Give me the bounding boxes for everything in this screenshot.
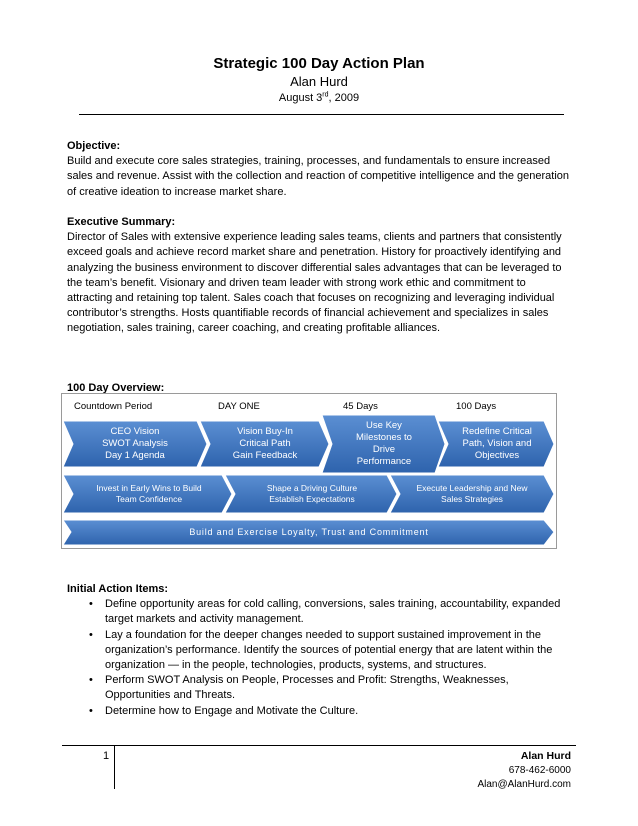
footer-email[interactable]: Alan@AlanHurd.com: [477, 779, 571, 790]
chevron-row1-4-text: [448, 421, 546, 467]
action-items-list: [67, 597, 571, 719]
overview-section: [67, 381, 571, 393]
objective-section: [67, 139, 571, 200]
chevron-row2-2-label: Shape a Driving Culture Establish Expectations: [266, 483, 358, 504]
objective-heading: Objective:: [67, 140, 121, 152]
executive-summary-body: Director of Sales with extensive experience leading sales teams, clients and partners that consistently exceed goals and achieve record market share and penetration. History for proactively identifying and analyzing the business environment to discover differential sales advantages that can be leveraged to the team’s benefit. Visionary and driven team leader with strong work ethic and commitment to attracting and retaining top talent. Sales coach that focuses on recognizing and leveraging individual contributor’s strengths. Hosts quantifiable records of financial achievement and specializes in sales negotiation, sales training, career coaching, and creating profitable alliances.: [67, 231, 562, 335]
date-prefix: August 3: [278, 92, 323, 104]
chevron-row1-4-label: Redefine Critical Path, Vision and Objectives: [462, 426, 532, 461]
bullet-icon: •: [89, 598, 93, 611]
objective-body: Build and execute core sales strategies, training, processes, and fundamentals to ensure increased sales and revenue. Assist with the collection and reaction of competitive intelligence and the generation of creative ideation to increase market share.: [67, 155, 570, 198]
chevron-row1-2-label: Vision Buy-In Critical Path Gain Feedback: [232, 426, 298, 461]
chevron-row3-label: Build and Exercise Loyalty, Trust and Commitment: [189, 527, 429, 537]
bullet-icon: •: [89, 628, 93, 641]
footer-contact: [477, 749, 571, 793]
chevron-row2-3-text: [400, 475, 544, 513]
list-item: [67, 704, 571, 719]
date-suffix: , 2009: [328, 92, 360, 104]
overview-diagram: [61, 393, 557, 549]
footer-vertical-divider: [114, 745, 115, 789]
chevron-row1-2-text: [210, 421, 320, 467]
chevron-row2-2-text: [236, 475, 388, 513]
action-item-text: Lay a foundation for the deeper changes needed to support sustained improvement in the organization’s performance. Identify the sources of potential energy that are latent within the organization — in the people, technologies, products, systems, and structures.: [105, 628, 553, 672]
document-header: [0, 55, 638, 105]
chevron-row2-3-label: Execute Leadership and New Sales Strategies: [416, 483, 528, 504]
bullet-icon: •: [89, 674, 93, 687]
date-ordinal: rd: [322, 91, 329, 99]
executive-summary-section: [67, 215, 571, 337]
chevron-row1-3-text: [332, 415, 436, 473]
phase-label-45-days: 45 Days: [343, 401, 378, 412]
executive-summary-heading: Executive Summary:: [67, 216, 176, 228]
action-item-text: Perform SWOT Analysis on People, Processes and Profit: Strengths, Weaknesses, Opportunities and Threats.: [105, 674, 509, 702]
chevron-row2-1-text: [74, 475, 224, 513]
chevron-row1-3-label: Use Key Milestones to Drive Performance: [356, 420, 412, 467]
overview-heading: 100 Day Overview:: [67, 382, 165, 393]
page-number: 1: [103, 750, 110, 762]
action-item-text: Define opportunity areas for cold calling, conversions, sales training, accountability, expanded target markets and activity management.: [105, 598, 561, 626]
document-date: [0, 91, 638, 105]
footer-name: Alan Hurd: [520, 750, 571, 762]
action-items-heading: Initial Action Items:: [67, 583, 169, 595]
document-title: Strategic 100 Day Action Plan: [213, 55, 425, 72]
action-items-section: [67, 582, 571, 719]
phase-label-countdown: Countdown Period: [74, 401, 153, 412]
chevron-row1-1-text: [74, 421, 196, 467]
phase-label-100-days: 100 Days: [456, 401, 497, 412]
phase-label-day-one: DAY ONE: [218, 401, 260, 412]
footer-phone: 678-462-6000: [508, 764, 571, 776]
chevron-row2-1-label: Invest in Early Wins to Build Team Confidence: [96, 483, 202, 504]
bullet-icon: •: [89, 704, 93, 717]
header-divider: [79, 114, 564, 115]
list-item: [67, 597, 571, 627]
action-item-text: Determine how to Engage and Motivate the Culture.: [105, 704, 359, 717]
list-item: [67, 673, 571, 703]
document-author: Alan Hurd: [290, 74, 348, 89]
footer-divider: [62, 745, 576, 746]
chevron-graphic: [62, 394, 556, 548]
chevron-row1-1-label: CEO Vision SWOT Analysis Day 1 Agenda: [102, 426, 168, 461]
list-item: [67, 628, 571, 674]
